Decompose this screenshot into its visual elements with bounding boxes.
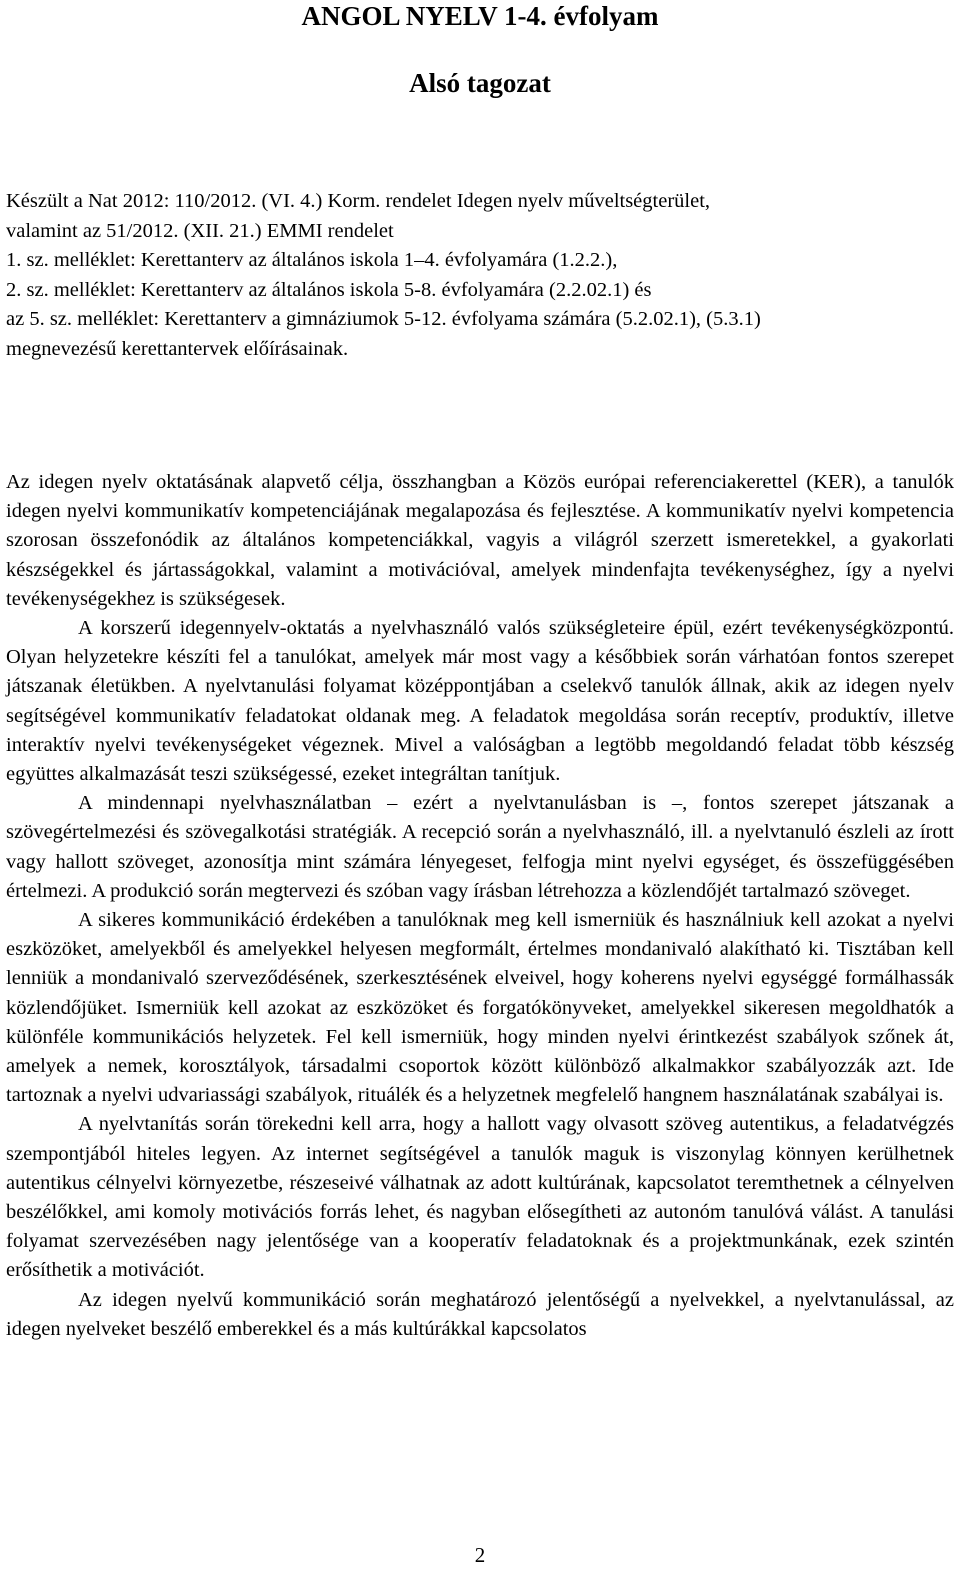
paragraph: A mindennapi nyelvhasználatban – ezért a nyelvtanulásban is –, fontos szerepet játszanak a szövegértelmezési és szövegalkotási stratégiák. A recepció során a nyelvhasználó, ill. a nyelvtanuló észleli az írott vagy hallott szöveget, azonosítja mint számára lényegeset, felfogja mint nyelvi egységet, és összefüggésében értelmezi. A produkció során megtervezi és szóban vagy írásban létrehozza a közlendőjét tartalmazó szöveget. xyxy=(6,792,954,902)
intro-line: valamint az 51/2012. (XII. 21.) EMMI rendelet xyxy=(6,219,394,242)
intro-line: 1. sz. melléklet: Kerettanterv az általános iskola 1–4. évfolyamára (1.2.2.), xyxy=(6,249,618,272)
intro-line: Készült a Nat 2012: 110/2012. (VI. 4.) Korm. rendelet Idegen nyelv műveltségterület, xyxy=(6,190,711,212)
intro-block xyxy=(6,187,906,365)
document-title: ANGOL NYELV 1-4. évfolyam xyxy=(301,1,659,31)
intro-line: 2. sz. melléklet: Kerettanterv az általános iskola 5-8. évfolyamára (2.2.02.1) és xyxy=(6,278,652,301)
intro-line: az 5. sz. melléklet: Kerettanterv a gimnáziumok 5-12. évfolyama számára (5.2.02.1), (5.3.1) xyxy=(6,308,761,331)
paragraph: A nyelvtanítás során törekedni kell arra, hogy a hallott vagy olvasott szöveg autentikus, a feladatvégzés szempontjából hiteles legyen. Az internet segítségével a tanulók maguk is viszonylag könnyen kerülhetnek autentikus célnyelvi környezetbe, részeseivé válhatnak az adott kultúrának, kapcsolatot teremthetnek a célnyelven beszélőkkel, ami komoly motivációs forrás lehet, és nagyban elősegítheti az autonóm tanulóvá válást. A tanulási folyamat szervezésében nagy jelentősége van a kooperatív feladatoknak és a projektmunkának, ezek szintén erősíthetik a motivációt. xyxy=(6,1113,954,1282)
paragraph: Az idegen nyelv oktatásának alapvető célja, összhangban a Közös európai referenciakerettel (KER), a tanulók idegen nyelvi kommunikatív kompetenciájának megalapozása és fejlesztése. A kommunikatív nyelvi kompetencia szorosan összefonódik az általános kompetenciákkal, vagyis a világról szerzett ismeretekkel, a gyakorlati készségekkel és jártasságokkal, valamint a motivációval, amelyek mindenfajta tevékenységhez, így a nyelvi tevékenységekhez is szükségesek. xyxy=(6,471,954,610)
body-text xyxy=(6,468,954,1344)
intro-line: megnevezésű kerettantervek előírásainak. xyxy=(6,337,349,360)
paragraph: A korszerű idegennyelv-oktatás a nyelvhasználó valós szükségleteire épül, ezért tevékenységközpontú. Olyan helyzetekre készíti fel a tanulókat, amelyek már most vagy a későbbiek során várhatóan fontos szerepet játszanak életükben. A nyelvtanulási folyamat középpontjában a cselekvő tanulók állnak, akik az idegen nyelv segítségével kommunikatív feladatokat oldanak meg. A feladatok megoldása során receptív, produktív, illetve interaktív nyelvi tevékenységeket végeznek. Mivel a valóságban a legtöbb megoldandó feladat több készség együttes alkalmazását teszi szükségessé, ezeket integráltan tanítjuk. xyxy=(6,617,954,786)
paragraph: Az idegen nyelvű kommunikáció során meghatározó jelentőségű a nyelvekkel, a nyelvtanulással, az idegen nyelveket beszélő emberekkel és a más kultúrákkal kapcsolatos xyxy=(6,1288,954,1340)
paragraph: A sikeres kommunikáció érdekében a tanulóknak meg kell ismerniük és használniuk kell azokat a nyelvi eszközöket, amelyekből és amelyekkel helyesen megformált, értelmes mondanivaló alakítható ki. Tisztában kell lenniük a mondanivaló szerveződésének, szerkesztésének elveivel, hogy koherens nyelvi egységgé formálhassák közlendőjüket. Ismerniük kell azokat az eszközöket és forgatókönyveket, amelyekkel sikeresen megoldhatók a különféle kommunikációs helyzetek. Fel kell ismerniük, hogy minden nyelvi érintkezést szabályok szőnek át, amelyek a nemek, korosztályok, társadalmi csoportok között különböző alkalmakkor szabályozzák azt. Ide tartoznak a nyelvi udvariassági szabályok, rituálék és a helyzetnek megfelelő hangnem használatának szabályai is. xyxy=(6,909,954,1107)
page-number: 2 xyxy=(474,1543,486,1567)
document-subtitle: Alsó tagozat xyxy=(409,68,551,98)
